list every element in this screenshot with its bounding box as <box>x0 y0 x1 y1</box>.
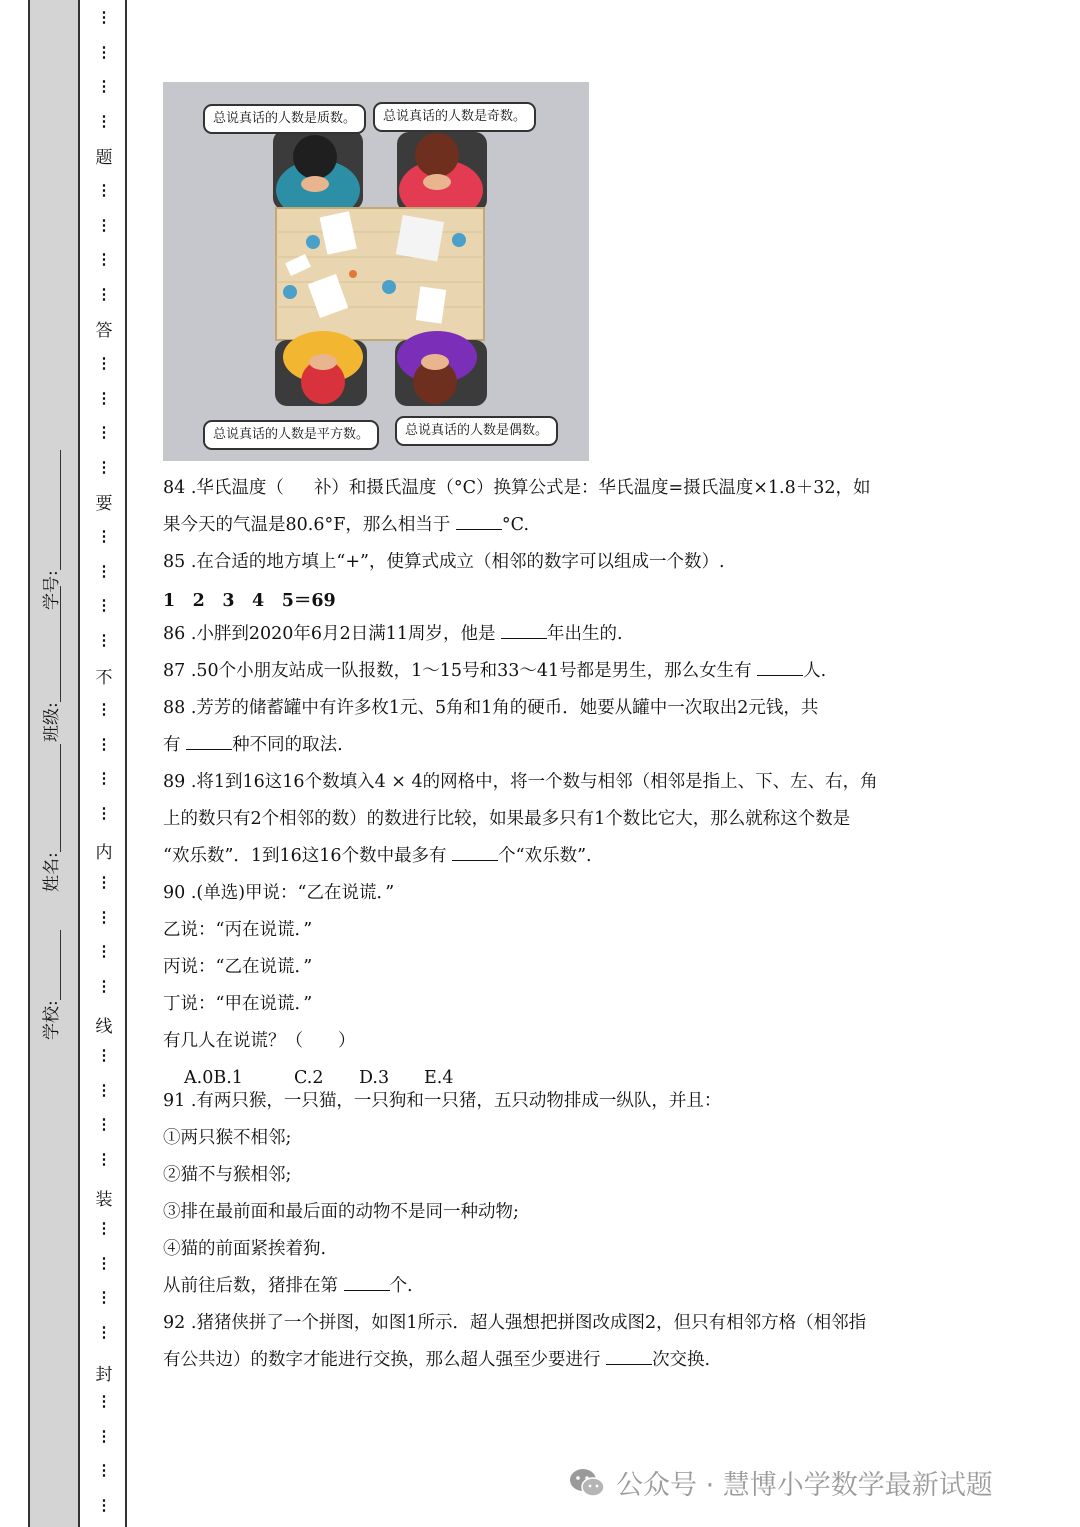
seal-dot: ⋮ <box>96 42 112 61</box>
seal-dot: ⋮ <box>96 1149 112 1168</box>
question-92-line-2: 有公共边）的数字才能进行交换，那么超人强至少要进行 次交换. <box>163 1350 711 1370</box>
seal-char: 线 <box>95 1017 113 1037</box>
seal-dot: ⋮ <box>96 1115 112 1134</box>
question-90-option[interactable]: C.2 <box>294 1068 324 1088</box>
question-90-line-2: 乙说：“丙在说谎．” <box>163 920 313 940</box>
seal-dot: ⋮ <box>96 1461 112 1480</box>
question-90-line-5: 有几人在说谎？（ ） <box>163 1031 356 1051</box>
name-field[interactable] <box>44 744 61 892</box>
question-89-line-3: “欢乐数”．1到16这16个数中最多有 个“欢乐数”. <box>163 846 592 866</box>
question-91-line-6: 从前往后数，猪排在第 个. <box>163 1276 413 1296</box>
seal-dot: ⋮ <box>96 1219 112 1237</box>
seal-dot: ⋮ <box>96 527 112 545</box>
seal-char: 要 <box>95 494 113 514</box>
seal-dot: ⋮ <box>96 1080 112 1099</box>
question-89-line-1: 89 .将1到16这16个数填入4 × 4的网格中，将一个数与相邻（相邻是指上、下、左、右，角 <box>163 772 878 792</box>
truth-teller-illustration <box>163 82 589 461</box>
speech-bubble-top-left: 总说真话的人数是质数。 <box>203 104 366 134</box>
school-field[interactable] <box>44 930 61 1040</box>
seal-dot: ⋮ <box>96 1046 112 1064</box>
seal-dot: ⋮ <box>96 388 112 407</box>
speech-bubble-bottom-right: 总说真话的人数是偶数。 <box>395 416 558 446</box>
seal-dot: ⋮ <box>96 873 112 891</box>
question-88-line-1: 88 .芳芳的储蓄罐中有许多枚1元、5角和1角的硬币．她要从罐中一次取出2元钱，共 <box>163 698 819 718</box>
seal-dot: ⋮ <box>96 8 112 26</box>
seal-dot: ⋮ <box>96 1495 112 1514</box>
seal-dot: ⋮ <box>96 561 112 580</box>
seal-char: 装 <box>95 1190 113 1210</box>
question-87: 87 .50个小朋友站成一队报数，1～15号和33～41号都是男生，那么女生有 人. <box>163 661 827 681</box>
answer-blank[interactable] <box>344 1274 390 1291</box>
seal-char: 内 <box>95 843 113 863</box>
meeting-table-figure <box>163 82 589 461</box>
seal-dot: ⋮ <box>96 907 112 926</box>
question-91-condition: ②猫不与猴相邻; <box>163 1165 292 1185</box>
seal-dot: ⋮ <box>96 630 112 649</box>
question-91-condition: ④猫的前面紧挨着狗. <box>163 1239 327 1259</box>
seal-dot: ⋮ <box>96 1322 112 1341</box>
question-84-line-1: 84 .华氏温度（ 䃼）和摄氏温度（°C）换算公式是：华氏温度=摄氏温度×1.8＋32，如 <box>163 478 871 498</box>
seal-dot: ⋮ <box>96 1392 112 1410</box>
seal-char: 不 <box>95 668 113 688</box>
seal-char: 题 <box>95 148 113 168</box>
seal-dot: ⋮ <box>96 457 112 476</box>
speech-bubble-bottom-left: 总说真话的人数是平方数。 <box>203 420 379 450</box>
answer-blank[interactable] <box>606 1348 652 1365</box>
answer-blank[interactable] <box>757 659 803 676</box>
watermark <box>568 1463 993 1502</box>
question-90-line-4: 丁说：“甲在说谎．” <box>163 994 313 1014</box>
seal-dot: ⋮ <box>96 284 112 303</box>
question-85-line-1: 85 .在合适的地方填上“+”，使算式成立（相邻的数字可以组成一个数）. <box>163 552 725 572</box>
seal-dot: ⋮ <box>96 700 112 718</box>
answer-blank[interactable] <box>186 733 232 750</box>
question-85-expression: 1 2 3 4 5＝69 <box>163 591 336 611</box>
seal-dot: ⋮ <box>96 1426 112 1445</box>
question-84-line-2: 果今天的气温是80.6°F，那么相当于 °C. <box>163 515 530 535</box>
question-90-line-1: 90 .(单选)甲说：“乙在说谎．” <box>163 883 395 903</box>
question-90-line-3: 丙说：“乙在说谎．” <box>163 957 313 977</box>
class-label: 班级: <box>42 702 62 742</box>
answer-blank[interactable] <box>501 622 547 639</box>
question-88-line-2: 有 种不同的取法. <box>163 735 343 755</box>
question-91-condition: ③排在最前面和最后面的动物不是同一种动物; <box>163 1202 519 1222</box>
seal-dotted-line <box>94 0 114 1527</box>
answer-blank[interactable] <box>456 513 502 530</box>
seal-dot: ⋮ <box>96 1288 112 1307</box>
question-90-option[interactable]: E.4 <box>424 1068 454 1088</box>
question-90-option[interactable]: A.0B.1 <box>184 1068 243 1088</box>
seal-dot: ⋮ <box>96 354 112 372</box>
seal-dot: ⋮ <box>96 215 112 234</box>
wechat-icon <box>568 1467 606 1499</box>
seal-dot: ⋮ <box>96 77 112 96</box>
seal-dot: ⋮ <box>96 111 112 130</box>
name-label: 姓名: <box>42 852 62 892</box>
student-id-field[interactable] <box>44 450 61 610</box>
seal-dot: ⋮ <box>96 596 112 615</box>
seal-dot: ⋮ <box>96 181 112 199</box>
seal-dot: ⋮ <box>96 976 112 995</box>
seal-char: 答 <box>95 321 113 341</box>
question-91-condition: ①两只猴不相邻; <box>163 1128 292 1148</box>
speech-bubble-top-right: 总说真话的人数是奇数。 <box>373 102 536 132</box>
seal-dot: ⋮ <box>96 769 112 788</box>
seal-dot: ⋮ <box>96 734 112 753</box>
question-92-line-1: 92 .猪猪侠拼了一个拼图，如图1所示．超人强想把拼图改成图2，但只有相邻方格（相邻指 <box>163 1313 867 1333</box>
seal-dot: ⋮ <box>96 1253 112 1272</box>
seal-dot: ⋮ <box>96 942 112 961</box>
watermark-text: 公众号 · 慧博小学数学最新试题 <box>616 1470 993 1501</box>
question-90-option[interactable]: D.3 <box>359 1068 390 1088</box>
question-89-line-2: 上的数只有2个相邻的数）的数进行比较，如果最多只有1个数比它大，那么就称这个数是 <box>163 809 851 829</box>
seal-dot: ⋮ <box>96 803 112 822</box>
seal-dot: ⋮ <box>96 250 112 269</box>
answer-blank[interactable] <box>452 844 498 861</box>
seal-dot: ⋮ <box>96 423 112 442</box>
student-id-label: 学号: <box>42 570 62 610</box>
question-91-line-1: 91 .有两只猴，一只猫，一只狗和一只猪，五只动物排成一纵队，并且： <box>163 1091 722 1111</box>
seal-char: 封 <box>95 1365 113 1385</box>
school-label: 学校: <box>42 1000 62 1040</box>
question-86: 86 .小胖到2020年6月2日满11周岁，他是 年出生的. <box>163 624 623 644</box>
